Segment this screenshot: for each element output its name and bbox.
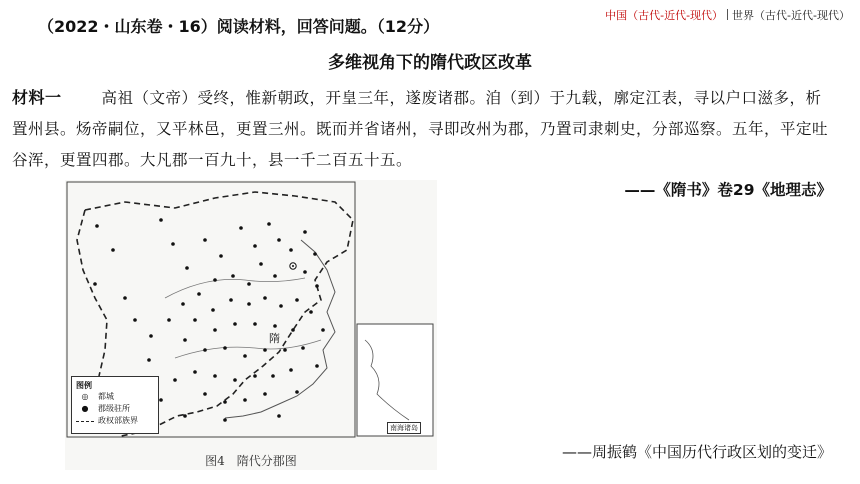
prefecture-dot (303, 270, 307, 274)
prefecture-dot (303, 230, 307, 234)
page-title: 多维视角下的隋代政区改革 (328, 53, 532, 73)
prefecture-dot (171, 242, 175, 246)
prefecture-dot (239, 226, 243, 230)
prefecture-dot (211, 308, 215, 312)
sui-country-label: 隋 (269, 332, 280, 345)
prefecture-dot (223, 400, 227, 404)
period-nav (605, 7, 850, 23)
legend-title: 图例 (76, 380, 92, 390)
coastline (225, 240, 335, 418)
prefecture-dot (295, 298, 299, 302)
question-heading: （2022・山东卷・16）阅读材料，回答问题。（12分） (38, 17, 440, 36)
prefecture-dot (263, 392, 267, 396)
prefecture-dot (183, 338, 187, 342)
prefecture-dot (181, 302, 185, 306)
prefecture-dot (291, 328, 295, 332)
prefecture-dot (147, 358, 151, 362)
nav-china-periods[interactable]: （古代-近代-现代） (627, 9, 724, 22)
prefecture-dot (247, 302, 251, 306)
prefecture-dot (321, 328, 325, 332)
prefecture-dot (253, 322, 257, 326)
secondary-source: ——周振鹤《中国历代行政区划的变迁》 (561, 443, 832, 461)
prefecture-dot (159, 218, 163, 222)
prefecture-dot (93, 282, 97, 286)
prefecture-dot (223, 418, 227, 422)
material-source: ——《隋书》卷29《地理志》 (624, 181, 832, 199)
prefecture-dot (167, 318, 171, 322)
prefecture-dot (273, 324, 277, 328)
legend-prefecture-label: 郡级驻所 (98, 404, 130, 413)
prefecture-dot (253, 374, 257, 378)
material-label: 材料一 (12, 88, 62, 107)
prefecture-dot (277, 238, 281, 242)
south-sea-inset (357, 324, 433, 436)
nav-world[interactable]: 世界 (732, 9, 755, 22)
prefecture-dot (315, 364, 319, 368)
western-border-line (77, 210, 107, 376)
prefecture-dot (223, 346, 227, 350)
prefecture-dot (219, 254, 223, 258)
yellow-river (165, 278, 305, 298)
capital-marker-center (292, 265, 294, 267)
prefecture-dot (233, 378, 237, 382)
prefecture-dot (263, 348, 267, 352)
prefecture-dot (263, 296, 267, 300)
prefecture-dot (229, 298, 233, 302)
prefecture-dot (231, 274, 235, 278)
prefecture-dot (233, 322, 237, 326)
prefecture-dot (133, 318, 137, 322)
prefecture-dot (267, 222, 271, 226)
legend-row-border (76, 415, 154, 427)
yangtze-river (175, 340, 321, 358)
prefecture-dot (289, 248, 293, 252)
legend-row-prefecture (76, 403, 154, 415)
prefecture-dot (203, 238, 207, 242)
prefecture-dot (283, 348, 287, 352)
prefecture-dot (213, 374, 217, 378)
prefecture-dot (315, 284, 319, 288)
prefecture-dot (193, 370, 197, 374)
material-text: 高祖（文帝）受终，惟新朝政，开皇三年，遂废诸郡。洎（到）于九载，廓定江表，寻以户口滋多，析置州县。炀帝嗣位，又平林邑，更置三州。既而并省诸州，寻即改州为郡，乃置司隶刺史，分部巡察。五年，平定吐谷浑，更置四郡。大凡郡一百九十，县一千二百五十五。 (12, 89, 829, 169)
prefecture-dot (213, 328, 217, 332)
prefecture-dot (243, 398, 247, 402)
prefecture-dot (123, 296, 127, 300)
prefecture-dot (213, 278, 217, 282)
prefecture-dot (185, 266, 189, 270)
prefecture-dot (159, 398, 163, 402)
prefecture-dot (111, 248, 115, 252)
legend-row-capital (76, 391, 154, 403)
prefecture-dot (149, 334, 153, 338)
prefecture-dot (183, 414, 187, 418)
legend-border-label: 政权部族界 (98, 416, 138, 425)
prefecture-dot (193, 318, 197, 322)
prefecture-dot (273, 274, 277, 278)
material-one (12, 82, 832, 176)
inset-label: 南海诸岛 (387, 422, 421, 434)
map-legend (71, 376, 159, 434)
nav-world-periods[interactable]: （古代-近代-现代） (754, 9, 850, 22)
nav-divider (727, 9, 728, 20)
map-caption: 图4 隋代分郡图 (205, 454, 297, 468)
prefecture-dot (279, 304, 283, 308)
capital-icon: ◎ (81, 392, 89, 401)
prefecture-dot (253, 244, 257, 248)
dashed-line-icon (76, 421, 94, 422)
prefecture-dot (203, 392, 207, 396)
prefecture-dot (259, 262, 263, 266)
prefecture-dot (295, 390, 299, 394)
prefecture-dot (289, 368, 293, 372)
sui-map-figure (65, 180, 437, 470)
nav-china[interactable]: 中国 (605, 9, 628, 22)
prefecture-dot (309, 310, 313, 314)
prefecture-dot (173, 378, 177, 382)
prefecture-dot (277, 414, 281, 418)
prefecture-dot (243, 354, 247, 358)
prefecture-dot (197, 292, 201, 296)
prefecture-dot (301, 346, 305, 350)
prefecture-dot (203, 348, 207, 352)
legend-capital-label: 都城 (98, 392, 114, 401)
prefecture-dot (271, 374, 275, 378)
dot-icon: ● (81, 404, 89, 413)
prefecture-dot (95, 224, 99, 228)
prefecture-dot (247, 282, 251, 286)
prefecture-dot (313, 252, 317, 256)
